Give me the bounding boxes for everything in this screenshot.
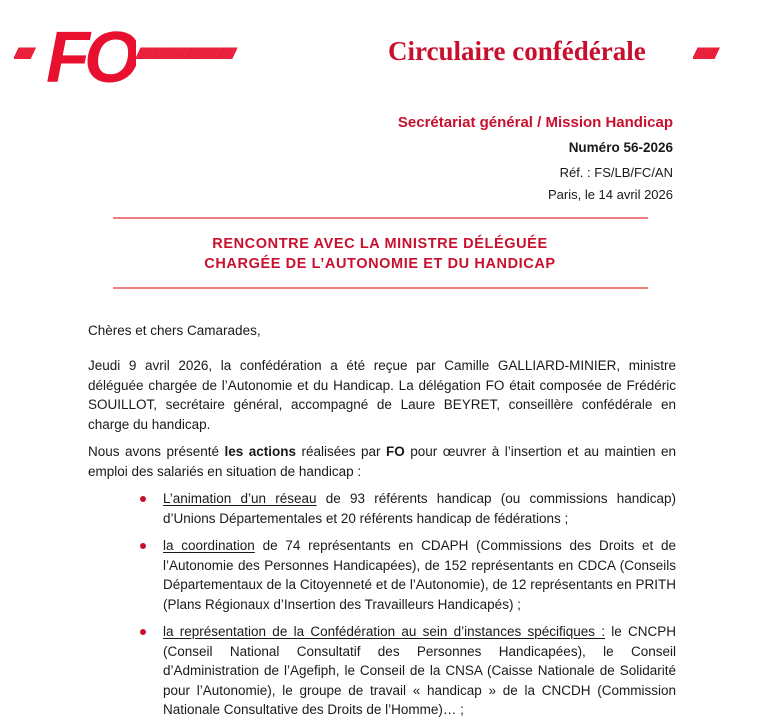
list-item: la représentation de la Confédération au sein d’instances spécifiques : le CNCPH (Conseil National Consultatif des Personnes Handicapées), le Conseil d’Administration de l’Agefiph, le Conseil de la CNSA (Caisse Nationale de Solidarité pour l’Autonomie), le groupe de travail « handicap » de la CNCDH (Commission Nationale Consultative des Droits de l’Homme)… ; [163, 624, 677, 717]
heading-line-2: CHARGÉE DE L’AUTONOMIE ET DU HANDICAP [204, 256, 556, 272]
department: Secrétariat général / Mission Handicap [397, 114, 673, 131]
paragraph-meeting: Jeudi 9 avril 2026, la confédération a été reçue par Camille GALLIARD-MINIER, ministre déléguée chargée de l’Autonomie et du Handicap. La délégation FO était composée de Frédéric SOUILLOT, secrétaire général, accompagné de Laure BEYRET, conseillère confédérale en charge du handicap. [88, 358, 676, 432]
fo-logo [44, 22, 136, 88]
document-title: Circulaire confédérale [388, 36, 646, 66]
decor-slashes-left: ////////////// [14, 46, 32, 63]
date: Paris, le 14 avril 2026 [547, 187, 673, 202]
bullet-icon [140, 543, 146, 549]
bullet-icon [140, 629, 146, 635]
greeting: Chères et chers Camarades, [88, 323, 261, 338]
divider-bottom [113, 287, 648, 289]
paragraph-actions: Nous avons présenté les actions réalisées par FO pour œuvrer à l’insertion et au maintien en emploi des salariés en situation de handicap : [88, 444, 676, 479]
reference: Réf. : FS/LB/FC/AN [559, 165, 673, 180]
circular-number: Numéro 56-2026 [568, 140, 673, 155]
heading-line-1: RENCONTRE AVEC LA MINISTRE DÉLÉGUÉE [212, 236, 548, 252]
list-item: L’animation d’un réseau de 93 référents handicap (ou commissions handicap) d’Unions Départementales et 20 référents handicap de fédérations ; [163, 491, 676, 526]
svg-text:FO: FO [46, 22, 134, 88]
divider-top [113, 217, 648, 219]
list-item: la coordination de 74 représentants en CDAPH (Commissions des Droits et de l’Autonomie des Personnes Handicapées), de 152 représentants en CDCA (Conseils Départementaux de la Citoyenneté et de l’Autonomie), de 12 représentants en PRITH (Plans Régionaux d’Insertion des Travailleurs Handicapés) ; [163, 538, 676, 612]
decor-slashes-right: ////////////////// [693, 46, 716, 63]
decor-slashes-middle: ////////////////////////////////////////////////////////////////////////////// [136, 46, 234, 63]
bullet-icon [140, 496, 146, 502]
